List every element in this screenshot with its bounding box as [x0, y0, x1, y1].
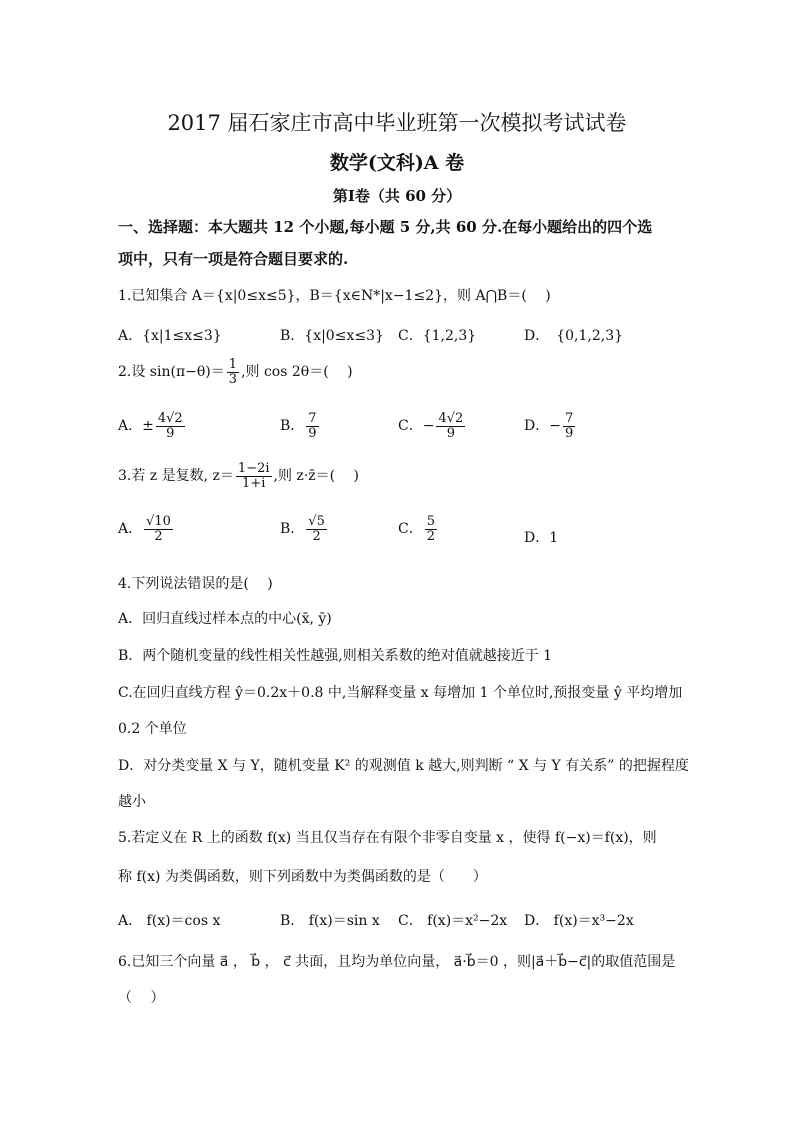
q2-option-c: [398, 412, 467, 440]
q3-a-den: 2: [154, 528, 163, 544]
q2-b-frac: [306, 412, 318, 440]
q3-b-label: B．: [280, 521, 305, 538]
q4-stem: 4.下列说法错误的是( ): [118, 576, 273, 592]
q4-option-d-line1: D．对分类变量 X 与 Y，随机变量 K² 的观测值 k 越大,则判断 “ X 与 Y 有关系” 的把握程度: [118, 758, 689, 774]
q1-option-c: C．{1,2,3}: [398, 328, 477, 344]
q1-option-b: B．{x|0≤x≤3}: [280, 328, 384, 344]
q1-option-d: D． {0,1,2,3}: [524, 328, 624, 344]
q3-c-label: C．: [398, 521, 423, 538]
q3-option-c: [398, 515, 439, 543]
q3-stem-post: ,则 z·z̄＝( ): [273, 468, 359, 485]
q2-fraction: [227, 358, 239, 386]
q2-option-d: [524, 412, 577, 440]
q2-b-num: 7: [308, 411, 317, 426]
q4-option-c-line2: 0.2 个单位: [118, 721, 187, 737]
q2-d-frac: [563, 412, 575, 440]
q6-stem-line1: 6.已知三个向量 a⃗ ， b⃗ ， c⃗ 共面，且均为单位向量， a⃗·b⃗＝0 ，则|a⃗＋b⃗−c⃗|的取值范围是: [118, 954, 676, 970]
q3-option-d: D．1: [524, 530, 559, 546]
q5-option-a: A． f(x)＝cos x: [118, 913, 221, 929]
part-heading: 第Ⅰ卷（共 60 分）: [332, 187, 462, 205]
q2-frac-den: 3: [228, 371, 238, 387]
q4-option-c-line1: C.在回归直线方程 ŷ＝0.2x＋0.8 中,当解释变量 x 每增加 1 个单位时,预报变量 ŷ 平均增加: [118, 685, 683, 701]
q3-frac-num: 1−2i: [237, 461, 270, 476]
q3-b-den: 2: [312, 528, 321, 544]
q1-option-a: A．{x|1≤x≤3}: [118, 328, 222, 344]
q3-b-frac: [306, 515, 327, 543]
q3-b-num: √5: [308, 514, 325, 529]
q2-stem-pre: 2.设 sin(π−θ)＝: [118, 364, 225, 381]
q3-a-frac: [144, 515, 173, 543]
q2-b-label: B．: [280, 418, 305, 435]
exam-title: 2017 届石家庄市高中毕业班第一次模拟考试试卷: [167, 111, 627, 135]
q3-c-frac: [425, 515, 437, 543]
q3-c-num: 5: [426, 514, 435, 529]
q2-stem: [118, 358, 353, 386]
q2-d-label: D．−: [524, 418, 561, 435]
q2-stem-post: ,则 cos 2θ＝( ): [241, 364, 353, 381]
exam-subtitle: 数学(文科)A 卷: [329, 152, 465, 174]
q5-stem-line1: 5.若定义在 R 上的函数 f(x) 当且仅当存在有限个非零自变量 x ，使得 f(−x)＝f(x)，则: [118, 830, 657, 846]
q5-option-b: B． f(x)＝sin x: [280, 913, 380, 929]
q4-option-a: A．回归直线过样本点的中心(x̄, ȳ): [118, 611, 332, 627]
q2-d-den: 9: [564, 425, 574, 441]
q3-a-num: √10: [146, 514, 171, 529]
q2-d-num: 7: [564, 411, 574, 426]
q2-b-den: 9: [308, 425, 317, 441]
q3-c-den: 2: [426, 528, 435, 544]
q6-stem-line2: （ ）: [118, 990, 165, 1006]
q2-c-den: 9: [446, 425, 455, 441]
q2-a-label: A．±: [118, 418, 154, 435]
q2-a-num: 4√2: [157, 411, 183, 426]
q4-option-b: B．两个随机变量的线性相关性越强,则相关系数的绝对值就越接近于 1: [118, 648, 553, 664]
q2-c-label: C．−: [398, 418, 435, 435]
q2-a-den: 9: [166, 425, 175, 441]
q5-option-d: D． f(x)＝x³−2x: [524, 913, 634, 929]
q3-a-label: A．: [118, 521, 143, 538]
q3-frac-den: 1+i: [242, 475, 266, 491]
q3-option-a: [118, 515, 175, 543]
q2-option-a: [118, 412, 187, 440]
q2-a-frac: [156, 412, 185, 440]
q2-option-b: [280, 412, 321, 440]
q5-stem-line2: 称 f(x) 为类偶函数，则下列函数中为类偶函数的是（ ）: [118, 869, 487, 885]
q2-c-frac: [436, 412, 465, 440]
q3-stem-pre: 3.若 z 是复数, z＝: [118, 468, 234, 485]
section-instructions-line1: 一、选择题：本大题共 12 个小题,每小题 5 分,共 60 分.在每小题给出的四个选: [118, 218, 653, 236]
q3-stem: [118, 462, 359, 490]
q3-option-b: [280, 515, 329, 543]
q4-option-d-line2: 越小: [118, 794, 146, 810]
q1-stem: 1.已知集合 A＝{x|0≤x≤5}，B＝{x∈N*|x−1≤2}，则 A⋂B＝( ): [118, 288, 551, 304]
q3-fraction: [236, 462, 272, 490]
q2-frac-num: 1: [228, 357, 238, 372]
q2-c-num: 4√2: [438, 411, 464, 426]
q5-option-c: C． f(x)＝x²−2x: [398, 913, 508, 929]
section-instructions-line2: 项中，只有一项是符合题目要求的.: [118, 250, 349, 268]
